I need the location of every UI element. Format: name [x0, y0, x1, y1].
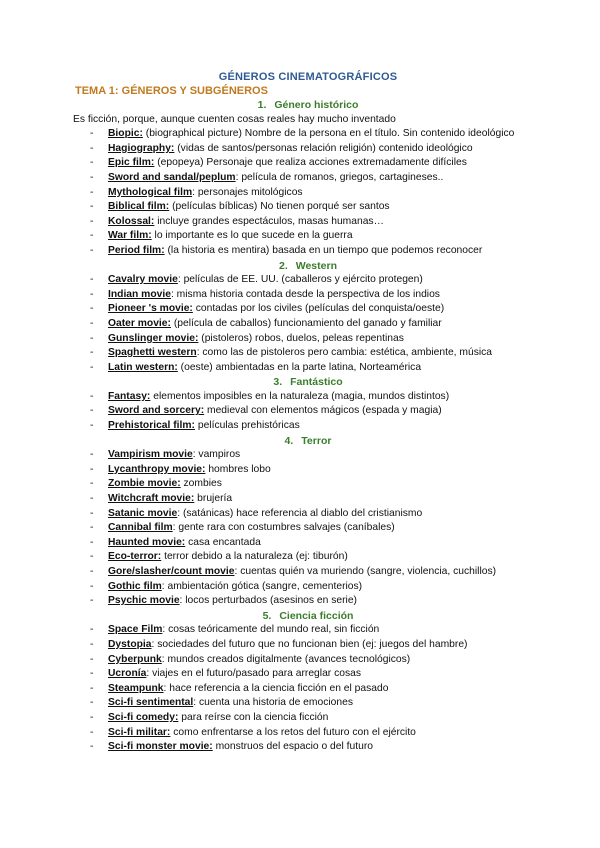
bullet-dash: -	[90, 128, 94, 140]
subgenre-description: (oeste) ambientadas en la parte latina, Norteamérica	[177, 361, 422, 373]
bullet-dash: -	[90, 157, 94, 169]
page-title: GÉNEROS CINEMATOGRÁFICOS	[218, 71, 398, 83]
list-item	[73, 404, 543, 419]
list-item	[73, 696, 543, 711]
bullet-dash: -	[90, 682, 94, 694]
bullet-dash: -	[90, 551, 94, 563]
sections-container	[73, 98, 543, 755]
bullet-dash: -	[90, 668, 94, 680]
list-item	[73, 229, 543, 244]
bullet-dash: -	[90, 638, 94, 650]
list-item	[73, 361, 543, 376]
list-item	[73, 463, 543, 478]
section-heading-text: Ciencia ficción	[279, 609, 354, 622]
subgenre-description: (películas bíblicas) No tienen porqué ser santos	[169, 201, 390, 213]
subgenre-term: Witchcraft movie:	[108, 493, 195, 505]
list-item	[73, 653, 543, 668]
subgenre-description: hombres lobo	[205, 463, 271, 475]
bullet-dash: -	[90, 303, 94, 315]
subgenre-description: casa encantada	[185, 536, 261, 548]
list-item	[73, 171, 543, 186]
subgenre-description: elementos imposibles en la naturaleza (magia, mundos distintos)	[150, 390, 450, 402]
subgenre-term: Steampunk	[108, 682, 164, 694]
list-item	[73, 550, 543, 565]
bullet-dash: -	[90, 274, 94, 286]
subgenre-description: : cuentas quién va muriendo (sangre, violencia, cuchillos)	[234, 566, 497, 577]
list-item	[73, 419, 543, 434]
list-item	[73, 682, 543, 697]
subgenre-term: Sci-fi sentimental	[108, 697, 194, 709]
topic-subtitle: TEMA 1: GÉNEROS Y SUBGÉNEROS	[75, 85, 268, 97]
subgenre-term: Space Film	[108, 624, 163, 636]
section-heading	[73, 98, 543, 113]
section-heading	[73, 609, 543, 624]
subgenre-term: Indian movie	[108, 288, 171, 300]
subgenre-description: : películas de EE. UU. (caballeros y ejército protegen)	[177, 274, 423, 286]
subgenre-description: (película de caballos) funcionamiento del ganado y familiar	[170, 317, 442, 329]
subgenre-term: Mythological film	[108, 186, 193, 198]
subgenre-description: : gente rara con costumbres salvajes (caníbales)	[172, 522, 395, 534]
section-number: 3.	[273, 376, 283, 389]
list-item	[73, 244, 543, 259]
section-intro: Es ficción, porque, aunque cuenten cosas reales hay mucho inventado	[73, 113, 396, 125]
subgenre-description: (la historia es mentira) basada en un tiempo que podemos reconocer	[164, 244, 483, 256]
list-item	[73, 536, 543, 551]
subgenre-description: : hace referencia a la ciencia ficción en el pasado	[163, 682, 389, 694]
subgenre-term: Sci-fi militar:	[108, 726, 171, 738]
section-heading	[73, 434, 543, 449]
bullet-dash: -	[90, 653, 94, 665]
subgenre-description: brujería	[194, 493, 233, 505]
bullet-dash: -	[90, 230, 94, 242]
list-item	[73, 186, 543, 201]
subgenre-term: Dystopia	[108, 638, 152, 650]
bullet-dash: -	[90, 215, 94, 227]
bullet-dash: -	[90, 244, 94, 256]
bullet-dash: -	[90, 405, 94, 417]
section-number: 1.	[257, 99, 267, 111]
section-heading-text: Terror	[301, 434, 332, 447]
section-heading-text: Fantástico	[290, 376, 343, 389]
subgenre-term: Haunted movie:	[108, 536, 186, 548]
subgenre-term: Pioneer 's movie:	[108, 303, 193, 315]
document-content	[73, 70, 543, 755]
subgenre-term: Biopic:	[108, 128, 143, 140]
subgenre-term: Fantasy:	[108, 390, 151, 402]
list-item	[73, 726, 543, 741]
subgenre-term: Gothic film	[108, 580, 162, 592]
subgenre-description: : vampiros	[192, 449, 241, 461]
bullet-dash: -	[90, 361, 94, 373]
subgenre-term: Spaghetti western	[108, 347, 197, 359]
subgenre-description: : sociedades del futuro que no funcionan bien (ej: juegos del hambre)	[151, 638, 468, 650]
subgenre-description: zombies	[180, 478, 222, 490]
subgenre-description: : como las de pistoleros pero cambia: estética, ambiente, música	[196, 347, 493, 359]
bullet-dash: -	[90, 493, 94, 505]
bullet-dash: -	[90, 711, 94, 723]
section-number: 2.	[278, 259, 288, 272]
subgenre-description: terror debido a la naturaleza (ej: tiburón)	[161, 551, 348, 563]
subgenre-term: Kolossal:	[108, 215, 155, 227]
subgenre-term: Gunslinger movie:	[108, 332, 199, 344]
section-number: 5.	[262, 609, 272, 622]
subgenre-term: Sword and sorcery:	[108, 405, 205, 417]
subgenre-description: medieval con elementos mágicos (espada y magia)	[204, 405, 442, 417]
subgenre-term: Sci-fi comedy:	[108, 711, 179, 723]
section-heading-text: Género histórico	[274, 99, 359, 111]
subgenre-term: Eco-terror:	[108, 551, 162, 563]
bullet-dash: -	[90, 142, 94, 154]
bullet-dash: -	[90, 536, 94, 548]
bullet-dash: -	[90, 697, 94, 709]
subgenre-term: Cannibal film	[108, 522, 173, 534]
list-item	[73, 740, 543, 755]
list-item	[73, 623, 543, 638]
list-item	[73, 346, 543, 361]
subgenre-description: lo importante es lo que sucede en la guerra	[151, 230, 353, 242]
bullet-dash: -	[90, 449, 94, 461]
list-item	[73, 302, 543, 317]
subgenre-list	[73, 623, 543, 754]
list-item	[73, 215, 543, 230]
bullet-dash: -	[90, 463, 94, 475]
list-item	[73, 317, 543, 332]
subgenre-description: (biographical picture) Nombre de la persona en el título. Sin contenido ideológico	[142, 128, 515, 140]
list-item	[73, 667, 543, 682]
subgenre-description: : cuenta una historia de emociones	[193, 697, 353, 709]
bullet-dash: -	[90, 390, 94, 402]
subgenre-description: contadas por los civiles (películas del conquista/oeste)	[192, 303, 445, 315]
subgenre-term: Sci-fi monster movie:	[108, 741, 213, 753]
subgenre-description: : misma historia contada desde la perspectiva de los indios	[170, 288, 440, 300]
list-item	[73, 565, 543, 580]
subgenre-term: Period film:	[108, 244, 165, 256]
subgenre-description: películas prehistóricas	[194, 420, 300, 432]
subgenre-description: monstruos del espacio o del futuro	[212, 741, 373, 753]
subgenre-description: : locos perturbados (asesinos en serie)	[179, 595, 357, 607]
list-item	[73, 156, 543, 171]
bullet-dash: -	[90, 595, 94, 607]
list-item	[73, 200, 543, 215]
bullet-dash: -	[90, 741, 94, 753]
subgenre-description: incluye grandes espectáculos, masas humanas…	[154, 215, 384, 227]
subgenre-term: Vampirism movie	[108, 449, 193, 461]
bullet-dash: -	[90, 186, 94, 198]
bullet-dash: -	[90, 580, 94, 592]
bullet-dash: -	[90, 347, 94, 359]
subgenre-term: Hagiography:	[108, 142, 175, 154]
subgenre-term: Cavalry movie	[108, 274, 178, 286]
subgenre-description: (epopeya) Personaje que realiza acciones extremadamente difíciles	[154, 157, 467, 169]
subgenre-description: : (satánicas) hace referencia al diablo del cristianismo	[177, 507, 423, 519]
bullet-dash: -	[90, 332, 94, 344]
bullet-dash: -	[90, 566, 94, 577]
section-heading	[73, 259, 543, 274]
section-heading-text: Western	[295, 259, 337, 272]
subgenre-description: : película de romanos, griegos, cartagineses..	[235, 171, 444, 183]
list-item	[73, 288, 543, 303]
list-item	[73, 332, 543, 347]
list-item	[73, 638, 543, 653]
subgenre-description: : ambientación gótica (sangre, cementerios)	[161, 580, 363, 592]
bullet-dash: -	[90, 288, 94, 300]
subgenre-description: (vidas de santos/personas relación religión) contenido ideológico	[174, 142, 473, 154]
subgenre-list	[73, 273, 543, 375]
subgenre-list	[73, 127, 543, 258]
subgenre-term: Latin western:	[108, 361, 178, 373]
list-item	[73, 142, 543, 157]
list-item	[73, 127, 543, 142]
list-item	[73, 594, 543, 609]
section-number: 4.	[284, 434, 294, 447]
subgenre-term: Biblical film:	[108, 201, 170, 213]
subgenre-term: War film:	[108, 230, 152, 242]
list-item	[73, 492, 543, 507]
subgenre-term: Psychic movie	[108, 595, 180, 607]
subgenre-term: Epic film:	[108, 157, 155, 169]
subgenre-description: para reírse con la ciencia ficción	[178, 711, 329, 723]
subgenre-description: (pistoleros) robos, duelos, peleas repentinas	[198, 332, 404, 344]
subgenre-term: Oater movie:	[108, 317, 171, 329]
bullet-dash: -	[90, 478, 94, 490]
subgenre-term: Prehistorical film:	[108, 420, 195, 432]
bullet-dash: -	[90, 171, 94, 183]
subgenre-description: : personajes mitológicos	[192, 186, 303, 198]
subgenre-term: Ucronía	[108, 668, 147, 680]
subgenre-list	[73, 390, 543, 434]
list-item	[73, 477, 543, 492]
list-item	[73, 390, 543, 405]
bullet-dash: -	[90, 507, 94, 519]
section-heading	[73, 375, 543, 390]
list-item	[73, 507, 543, 522]
list-item	[73, 711, 543, 726]
subgenre-description: : viajes en el futuro/pasado para arreglar cosas	[146, 668, 361, 680]
subgenre-term: Lycanthropy movie:	[108, 463, 206, 475]
bullet-dash: -	[90, 317, 94, 329]
list-item	[73, 448, 543, 463]
subgenre-description: : cosas teóricamente del mundo real, sin ficción	[162, 624, 380, 636]
subgenre-term: Cyberpunk	[108, 653, 162, 665]
list-item	[73, 521, 543, 536]
subgenre-term: Zombie movie:	[108, 478, 181, 490]
subgenre-term: Satanic movie	[108, 507, 178, 519]
bullet-dash: -	[90, 624, 94, 636]
bullet-dash: -	[90, 201, 94, 213]
bullet-dash: -	[90, 522, 94, 534]
subgenre-term: Sword and sandal/peplum	[108, 171, 236, 183]
bullet-dash: -	[90, 726, 94, 738]
list-item	[73, 273, 543, 288]
subgenre-description: como enfrentarse a los retos del futuro con el ejército	[170, 726, 416, 738]
subgenre-term: Gore/slasher/count movie	[108, 566, 235, 577]
bullet-dash: -	[90, 420, 94, 432]
list-item	[73, 580, 543, 595]
subgenre-list	[73, 448, 543, 609]
subgenre-description: : mundos creados digitalmente (avances tecnológicos)	[161, 653, 411, 665]
